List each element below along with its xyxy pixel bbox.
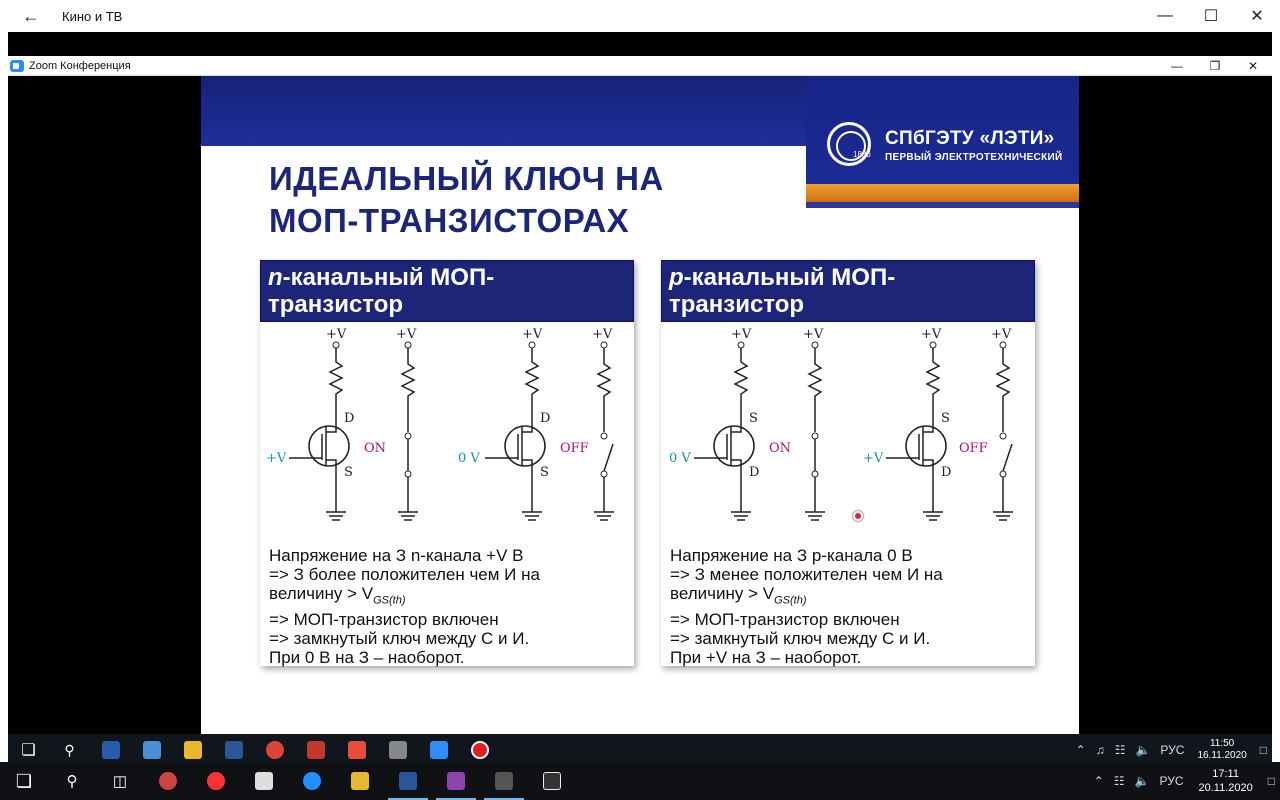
outer-titlebar: [0, 0, 1280, 32]
panel-n-channel: [260, 260, 634, 666]
slide-title-line2: МОП-ТРАНЗИСТОРАХ: [269, 202, 630, 239]
slide-title-line1: ИДЕАЛЬНЫЙ КЛЮЧ НА: [269, 160, 664, 197]
svg-text:ON: ON: [769, 441, 792, 456]
svg-text:0 V: 0 V: [458, 451, 480, 466]
slide-title: [269, 158, 789, 242]
language-indicator[interactable]: РУС: [1160, 743, 1185, 757]
close-button[interactable]: ✕: [1250, 8, 1264, 25]
search-icon[interactable]: ⚲: [66, 773, 78, 790]
network-icon[interactable]: ☷: [1113, 774, 1125, 788]
file-explorer-icon[interactable]: [336, 762, 384, 800]
back-arrow-icon[interactable]: ←: [22, 5, 40, 26]
zoom-titlebar: [8, 56, 1272, 76]
app-icon[interactable]: [144, 762, 192, 800]
volume-icon[interactable]: 🔈: [1135, 743, 1151, 757]
svg-text:+V: +V: [522, 327, 543, 342]
winrar-icon[interactable]: [432, 762, 480, 800]
search-icon[interactable]: ⚲: [64, 741, 75, 758]
panel-p-channel: [661, 260, 1035, 666]
logo-year: 1886: [853, 150, 871, 159]
svg-text:+V: +V: [396, 327, 417, 342]
svg-text:S: S: [749, 411, 758, 426]
word-icon[interactable]: [384, 762, 432, 800]
svg-text:S: S: [344, 465, 353, 480]
svg-text:0 V: 0 V: [669, 451, 691, 466]
svg-text:+V: +V: [921, 327, 942, 342]
chevron-up-icon[interactable]: ⌃: [1075, 743, 1086, 757]
start-icon[interactable]: ❏: [21, 742, 36, 759]
svg-text:D: D: [344, 411, 355, 426]
p-channel-circuit-diagram: [661, 322, 1035, 542]
store-icon[interactable]: [240, 762, 288, 800]
logo-name: СПбГЭТУ «ЛЭТИ»: [885, 128, 1055, 149]
minimize-button[interactable]: —: [1157, 7, 1173, 24]
laser-pointer-icon: [853, 511, 863, 521]
svg-text:+V: +V: [731, 327, 752, 342]
zoom-icon: [10, 60, 24, 72]
panel-title: p-канальный МОП- транзистор: [669, 264, 896, 318]
panel-explanation: Напряжение на З p-канала 0 В => З менее положителен чем И на величину > $V_{GS(th)}$ => МОП-транзистор включен => замкнутый ключ между С и И. При +V на З – наоборот.: [670, 546, 943, 668]
zoom-close-button[interactable]: ✕: [1247, 59, 1259, 73]
host-taskbar: [0, 762, 1280, 800]
svg-text:OFF: OFF: [560, 441, 589, 456]
svg-text:+V: +V: [803, 327, 824, 342]
maximize-button[interactable]: ☐: [1203, 8, 1219, 25]
notification-icon[interactable]: □: [1259, 743, 1267, 757]
language-indicator[interactable]: РУС: [1159, 774, 1184, 788]
svg-text:+V: +V: [266, 451, 287, 466]
volume-icon[interactable]: 🔈: [1134, 774, 1150, 788]
svg-text:OFF: OFF: [959, 441, 988, 456]
edge-icon[interactable]: [288, 762, 336, 800]
svg-text:+V: +V: [863, 451, 884, 466]
n-channel-circuit-diagram: [260, 322, 634, 542]
university-logo-icon: [827, 122, 871, 166]
svg-text:+V: +V: [592, 327, 613, 342]
svg-text:+V: +V: [991, 327, 1012, 342]
slide-blue-stripe: [806, 202, 1079, 208]
zoom-minimize-button[interactable]: —: [1171, 59, 1183, 73]
chevron-up-icon[interactable]: ⌃: [1093, 774, 1104, 788]
svg-text:+V: +V: [326, 327, 347, 342]
clock[interactable]: 17:11 20.11.2020: [1198, 768, 1253, 794]
mic-icon[interactable]: ♫: [1095, 743, 1105, 757]
zoom-window-title: Zoom Конференция: [29, 59, 131, 72]
yandex-browser-icon[interactable]: [192, 762, 240, 800]
svg-text:D: D: [540, 411, 551, 426]
task-view-icon[interactable]: ◫: [112, 773, 128, 790]
panel-explanation: Напряжение на З n-канала +V В => З более положителен чем И на величину > $V_{GS(th)}$ => МОП-транзистор включен => замкнутый ключ между С и И. При 0 В на З – наоборот.: [269, 546, 540, 668]
network-icon[interactable]: ☷: [1114, 743, 1126, 757]
films-tv-icon[interactable]: [480, 762, 528, 800]
video-top-strip: [8, 32, 1272, 56]
panel-title: n-канальный МОП- транзистор: [268, 264, 495, 318]
photos-icon[interactable]: [528, 762, 576, 800]
window-edge-left: [0, 32, 8, 762]
clock[interactable]: 11:50 16.11.2020: [1197, 738, 1247, 761]
svg-text:D: D: [941, 465, 952, 480]
logo-subtitle: ПЕРВЫЙ ЭЛЕКТРОТЕХНИЧЕСКИЙ: [885, 152, 1063, 163]
svg-text:D: D: [749, 465, 760, 480]
zoom-restore-button[interactable]: ❐: [1209, 59, 1221, 73]
svg-text:S: S: [540, 465, 549, 480]
svg-text:S: S: [941, 411, 950, 426]
start-icon[interactable]: ❏: [15, 770, 33, 791]
window-edge-right: [1272, 32, 1280, 762]
svg-text:ON: ON: [364, 441, 387, 456]
presentation-slide: [201, 76, 1079, 734]
outer-window-title: Кино и ТВ: [62, 8, 123, 24]
notification-icon[interactable]: □: [1267, 774, 1275, 788]
slide-orange-stripe: [806, 184, 1079, 202]
